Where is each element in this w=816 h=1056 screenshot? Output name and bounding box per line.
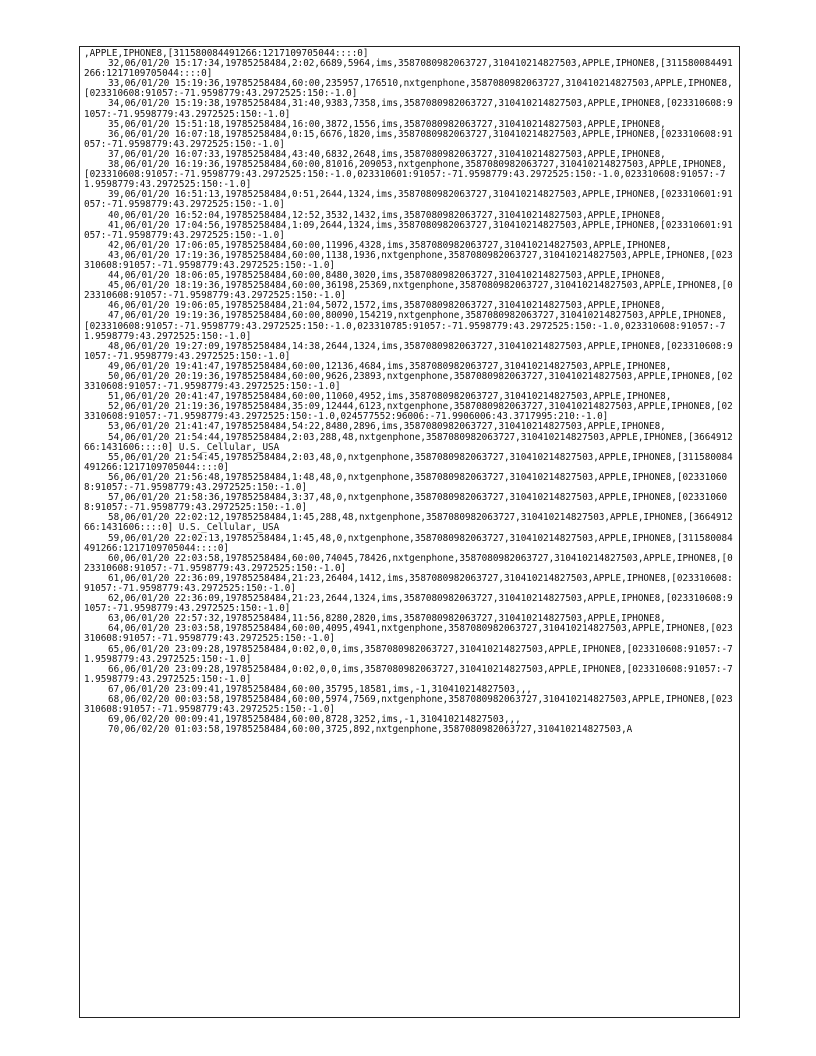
record-line: 61,06/01/20 22:36:09,19785258484,21:23,26404,1412,ims,3587080982063727,310410214827503,APPLE,IPHONE8,[023310608:91057:-71.9598779:43.2972525:150:-1.0] <box>84 572 733 594</box>
record-line: 67,06/01/20 23:09:41,19785258484,60:00,35795,18581,ims,-1,310410214827503,,, <box>108 683 532 695</box>
record-line: 69,06/02/20 00:09:41,19785258484,60:00,8728,3252,ims,-1,310410214827503,,, <box>108 714 521 726</box>
record-line: 47,06/01/20 19:19:36,19785258484,60:00,80090,154219,nxtgenphone,3587080982063727,310410214827503,APPLE,IPHONE8,[023310608:91057:-71.9598779:43.2972525:150:-1.0,023310785:91057:-71.9598779:43.2972525:150:-1.0,023310608:91057:-71.9598779:43.2972525:150:-1.0] <box>84 310 728 342</box>
record-line: 43,06/01/20 17:19:36,19785258484,60:00,1138,1936,nxtgenphone,3587080982063727,310410214827503,APPLE,IPHONE8,[023310608:91057:-71.9598779:43.2972525:150:-1.0] <box>84 249 733 271</box>
record-line: 70,06/02/20 01:03:58,19785258484,60:00,3725,892,nxtgenphone,3587080982063727,310410214827503,A <box>108 724 633 736</box>
record-line: 44,06/01/20 18:06:05,19785258484,60:00,8480,3020,ims,3587080982063727,310410214827503,APPLE,IPHONE8, <box>108 270 666 282</box>
record-line: 64,06/01/20 23:03:58,19785258484,60:00,4095,4941,nxtgenphone,3587080982063727,310410214827503,APPLE,IPHONE8,[023310608:91057:-71.9598779:43.2972525:150:-1.0] <box>84 623 733 645</box>
record-line: 49,06/01/20 19:41:47,19785258484,60:00,12136,4684,ims,3587080982063727,310410214827503,APPLE,IPHONE8, <box>108 360 672 372</box>
record-line: 46,06/01/20 19:06:05,19785258484,21:04,5072,1572,ims,3587080982063727,310410214827503,APPLE,IPHONE8, <box>108 300 666 312</box>
record-line: 60,06/01/20 22:03:58,19785258484,60:00,74045,78426,nxtgenphone,3587080982063727,310410214827503,APPLE,IPHONE8,[023310608:91057:-71.9598779:43.2972525:150:-1.0] <box>84 552 733 574</box>
record-line: 58,06/01/20 22:02:12,19785258484,1:45,288,48,nxtgenphone,3587080982063727,310410214827503,APPLE,IPHONE8,[366491266:1431606::::0] U.S._Cellular,_USA <box>84 512 733 534</box>
record-line: 41,06/01/20 17:04:56,19785258484,1:09,2644,1324,ims,3587080982063727,310410214827503,APPLE,IPHONE8,[023310601:91057:-71.9598779:43.2972525:150:-1.0] <box>84 219 733 241</box>
record-line: ,APPLE,IPHONE8,[311580084491266:1217109705044::::0] <box>84 48 369 59</box>
record-line: 51,06/01/20 20:41:47,19785258484,60:00,11060,4952,ims,3587080982063727,310410214827503,APPLE,IPHONE8, <box>108 391 672 403</box>
record-line: 37,06/01/20 16:07:33,19785258484,43:40,6832,2648,ims,3587080982063727,310410214827503,APPLE,IPHONE8, <box>108 148 666 160</box>
record-line: 36,06/01/20 16:07:18,19785258484,0:15,6676,1820,ims,3587080982063727,310410214827503,APPLE,IPHONE8,[023310608:91057:-71.9598779:43.2972525:150:-1.0] <box>84 128 733 150</box>
record-line: 34,06/01/20 15:19:38,19785258484,31:40,9383,7358,ims,3587080982063727,310410214827503,APPLE,IPHONE8,[023310608:91057:-71.9598779:43.2972525:150:-1.0] <box>84 98 733 120</box>
record-line: 38,06/01/20 16:19:36,19785258484,60:00,81016,209053,nxtgenphone,3587080982063727,310410214827503,APPLE,IPHONE8,[023310608:91057:-71.9598779:43.2972525:150:-1.0,023310601:91057:-71.9598779:43.2972525:150:-1.0,023310608:91057:-71.9598779:43.2972525:150:-1.0] <box>84 159 728 191</box>
record-line: 62,06/01/20 22:36:09,19785258484,21:23,2644,1324,ims,3587080982063727,310410214827503,APPLE,IPHONE8,[023310608:91057:-71.9598779:43.2972525:150:-1.0] <box>84 593 733 615</box>
record-line: 42,06/01/20 17:06:05,19785258484,60:00,11996,4328,ims,3587080982063727,310410214827503,APPLE,IPHONE8, <box>108 239 672 251</box>
record-listing <box>79 46 740 1018</box>
record-line: 65,06/01/20 23:09:28,19785258484,0:02,0,0,ims,3587080982063727,310410214827503,APPLE,IPHONE8,[023310608:91057:-71.9598779:43.2972525:150:-1.0] <box>84 643 733 665</box>
record-line: 33,06/01/20 15:19:36,19785258484,60:00,235957,176510,nxtgenphone,3587080982063727,310410214827503,APPLE,IPHONE8,[023310608:91057:-71.9598779:43.2972525:150:-1.0] <box>84 78 733 100</box>
record-line: 40,06/01/20 16:52:04,19785258484,12:52,3532,1432,ims,3587080982063727,310410214827503,APPLE,IPHONE8, <box>108 209 666 221</box>
record-line: 68,06/02/20 00:03:58,19785258484,60:00,5974,7569,nxtgenphone,3587080982063727,310410214827503,APPLE,IPHONE8,[023310608:91057:-71.9598779:43.2972525:150:-1.0] <box>84 694 733 716</box>
record-line: 48,06/01/20 19:27:09,19785258484,14:38,2644,1324,ims,3587080982063727,310410214827503,APPLE,IPHONE8,[023310608:91057:-71.9598779:43.2972525:150:-1.0] <box>84 340 733 362</box>
record-line: 63,06/01/20 22:57:32,19785258484,11:56,8280,2820,ims,3587080982063727,310410214827503,APPLE,IPHONE8, <box>108 613 666 625</box>
record-line: 54,06/01/20 21:54:44,19785258484,2:03,288,48,nxtgenphone,3587080982063727,310410214827503,APPLE,IPHONE8,[366491266:1431606::::0] U.S._Cellular,_USA <box>84 431 733 453</box>
record-line: 39,06/01/20 16:51:13,19785258484,0:51,2644,1324,ims,3587080982063727,310410214827503,APPLE,IPHONE8,[023310601:91057:-71.9598779:43.2972525:150:-1.0] <box>84 189 733 211</box>
record-line: 56,06/01/20 21:56:48,19785258484,1:48,48,0,nxtgenphone,3587080982063727,310410214827503,APPLE,IPHONE8,[023310608:91057:-71.9598779:43.2972525:150:-1.0] <box>84 471 728 494</box>
record-line: 55,06/01/20 21:54:45,19785258484,2:03,48,0,nxtgenphone,3587080982063727,310410214827503,APPLE,IPHONE8,[311580084491266:1217109705044::::0] <box>84 451 733 473</box>
record-line: 52,06/01/20 21:19:36,19785258484,35:09,12444,6123,nxtgenphone,3587080982063727,310410214827503,APPLE,IPHONE8,[023310608:91057:-71.9598779:43.2972525:150:-1.0,024577552:96006:-71.9906006:43.3717995:210:-1.0] <box>84 401 733 423</box>
record-line: 45,06/01/20 18:19:36,19785258484,60:00,36198,25369,nxtgenphone,3587080982063727,310410214827503,APPLE,IPHONE8,[023310608:91057:-71.9598779:43.2972525:150:-1.0] <box>84 280 733 302</box>
record-line: 66,06/01/20 23:09:28,19785258484,0:02,0,0,ims,3587080982063727,310410214827503,APPLE,IPHONE8,[023310608:91057:-71.9598779:43.2972525:150:-1.0] <box>84 663 733 685</box>
record-line: 50,06/01/20 20:19:36,19785258484,60:00,9626,23893,nxtgenphone,3587080982063727,310410214827503,APPLE,IPHONE8,[023310608:91057:-71.9598779:43.2972525:150:-1.0] <box>84 371 733 393</box>
record-line: 53,06/01/20 21:41:47,19785258484,54:22,8480,2896,ims,3587080982063727,310410214827503,APPLE,IPHONE8, <box>108 421 666 433</box>
record-line: 59,06/01/20 22:02:13,19785258484,1:45,48,0,nxtgenphone,3587080982063727,310410214827503,APPLE,IPHONE8,[311580084491266:1217109705044::::0] <box>84 532 733 554</box>
record-line: 35,06/01/20 15:51:18,19785258484,16:00,3872,1556,ims,3587080982063727,310410214827503,APPLE,IPHONE8, <box>108 118 666 130</box>
record-line: 57,06/01/20 21:58:36,19785258484,3:37,48,0,nxtgenphone,3587080982063727,310410214827503,APPLE,IPHONE8,[023310608:91057:-71.9598779:43.2972525:150:-1.0] <box>84 492 728 514</box>
record-line: 32,06/01/20 15:17:34,19785258484,2:02,6689,5964,ims,3587080982063727,310410214827503,APPLE,IPHONE8,[311580084491266:1217109705044::::0] <box>84 58 733 80</box>
